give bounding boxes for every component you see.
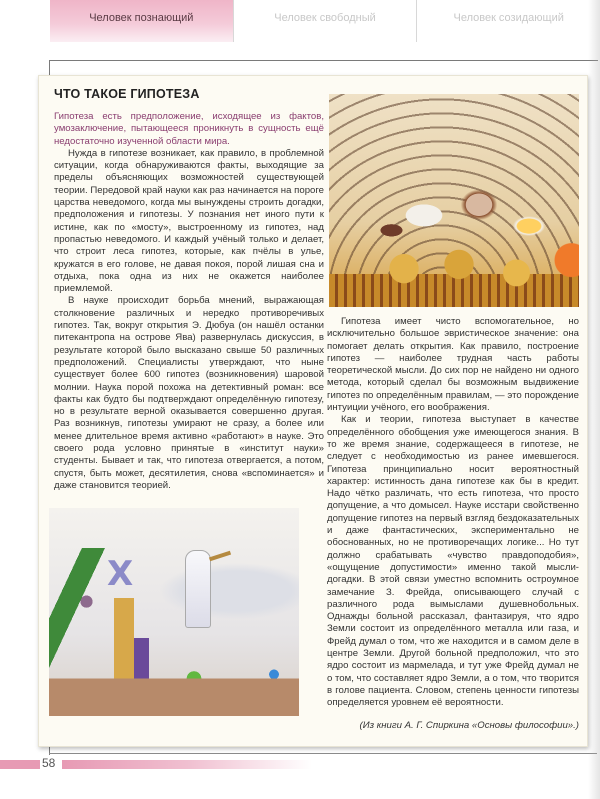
source-citation: (Из книги А. Г. Спиркина «Основы философии».) — [359, 719, 579, 731]
body-paragraph: Как и теории, гипотеза выступает в качестве определённого обобщения уже имеющегося знания. В то же время знание, содержащееся в гипотезе, не следует с необходимостью из ранее имевшегося. Гипотеза принципиально носит вероятностный характер: истинность дана гипотезе как бы в кредит. Надо чётко различать, что есть гипотеза, что просто допущение, а что домысел. Науке исстари свойственно допущение гипотез на первый взгляд бездоказательных и даже фантастических, экспериментально не обоснованных, но не противоречащих логике... Но тут должно срабатывать «чувство правдоподобия», «ощущение допустимости» именно такой мысли-догадки. В этой связи уместно вспомнить остроумное замечание З. Фрейда, описывающего случай с различного рода вымыслами душевнобольных. Однажды больной рассказал, фантазируя, что ядро Земли состоит из определённого металла или газа, и Фрейд думал о том, что же находится и в самом деле в центре Земли. Другой больной предположил, что это ядро состоит из мармелада, и тут уже Фрейд думал не о том, что составляет ядро Земли, а о том, что творится в голове пациента. Словом, степень ценности гипотезы определяется уровнем её вероятности. — [327, 414, 579, 709]
telescope-scientist-illustration — [49, 508, 299, 716]
frame-top-divider — [50, 60, 598, 61]
section-tabs — [50, 0, 600, 42]
page-number: 58 — [42, 756, 56, 770]
tab-chelovek-sozidayushchiy[interactable] — [417, 0, 600, 42]
tab-label: Человек познающий — [89, 12, 194, 24]
page-spine-shadow — [588, 0, 600, 799]
footer-accent-bar-left — [0, 760, 40, 769]
x-letter-sculpture: X — [107, 554, 134, 594]
frame-bottom-divider — [49, 753, 597, 754]
footer-accent-bar-right — [62, 760, 312, 769]
article-title: ЧТО ТАКОЕ ГИПОТЕЗА — [54, 87, 200, 101]
tab-chelovek-poznayushchiy[interactable] — [50, 0, 234, 42]
right-column — [327, 316, 579, 732]
body-paragraph: Нужда в гипотезе возникает, как правило, в проблемной ситуации, когда обнаруживаются факты, выходящие за пределы объясняющих возможностей существующей теории. Передовой край науки как раз начинается на пороге царства неведомого, когда мы вынуждены строить догадки, предположения и гипотезы. У познания нет иного пути к истине, как по «мосту», выстроенному из гипотез, над пропастью неведомого. И каждый учёный только и делает, что строит леса гипотез, которые, как пчёлы в улье, кружатся в его голове, не давая покоя, порой лишая сна и отдыха, пока одна из них не окажется наиболее приемлемой. — [54, 147, 324, 295]
body-paragraph: Гипотеза имеет чисто вспомогательное, но исключительно большое эвристическое значение: она помогает делать открытия. Как правило, построение гипотез — наиболее трудная часть работы теоретической мысли. До сих пор не найдено ни одного метода, который сделал бы возможным выдвижение гипотез по определённым правилам, — это порождение интуиции учёного, его воображения. — [327, 316, 579, 414]
telescope-icon — [209, 551, 231, 562]
lead-paragraph: Гипотеза есть предположение, исходящее из фактов, умозаключение, пытающееся проникнуть в сущность ещё недостаточно изученной области мира. — [54, 111, 324, 147]
scientist-figure — [185, 550, 211, 628]
earth-core-illustration — [329, 94, 579, 307]
body-paragraph: В науке происходит борьба мнений, выражающая столкновение различных и нередко противоречивых гипотез. Так, вокруг открытия Э. Дюбуа (он нашёл останки питекантропа на острове Ява) развернулась дискуссия, в результате которой было высказано свыше 50 различных предположений. Специалисты утверждают, что ныне существует более 600 гипотез (возникновения) шаровой молнии. Наука порой похожа на детективный роман: все факты как будто бы подтверждают определённую гипотезу, но в результате верной оказывается совершенно другая. Раз возникнув, гипотезы умирают не сразу, а более или менее длительное время активно «работают» в науке. Это своего рода условно принятые в «институт науки» студенты. Бывает и так, что гипотеза отвергается, а потом, спустя, быть может, десятилетия, снова «вспоминается» и даже становится теорией. — [54, 295, 324, 491]
left-column — [54, 84, 324, 492]
tab-label: Человек созидающий — [453, 12, 564, 24]
tab-label: Человек свободный — [274, 12, 376, 24]
article-card — [38, 75, 588, 747]
tab-chelovek-svobodnyy[interactable] — [234, 0, 418, 42]
